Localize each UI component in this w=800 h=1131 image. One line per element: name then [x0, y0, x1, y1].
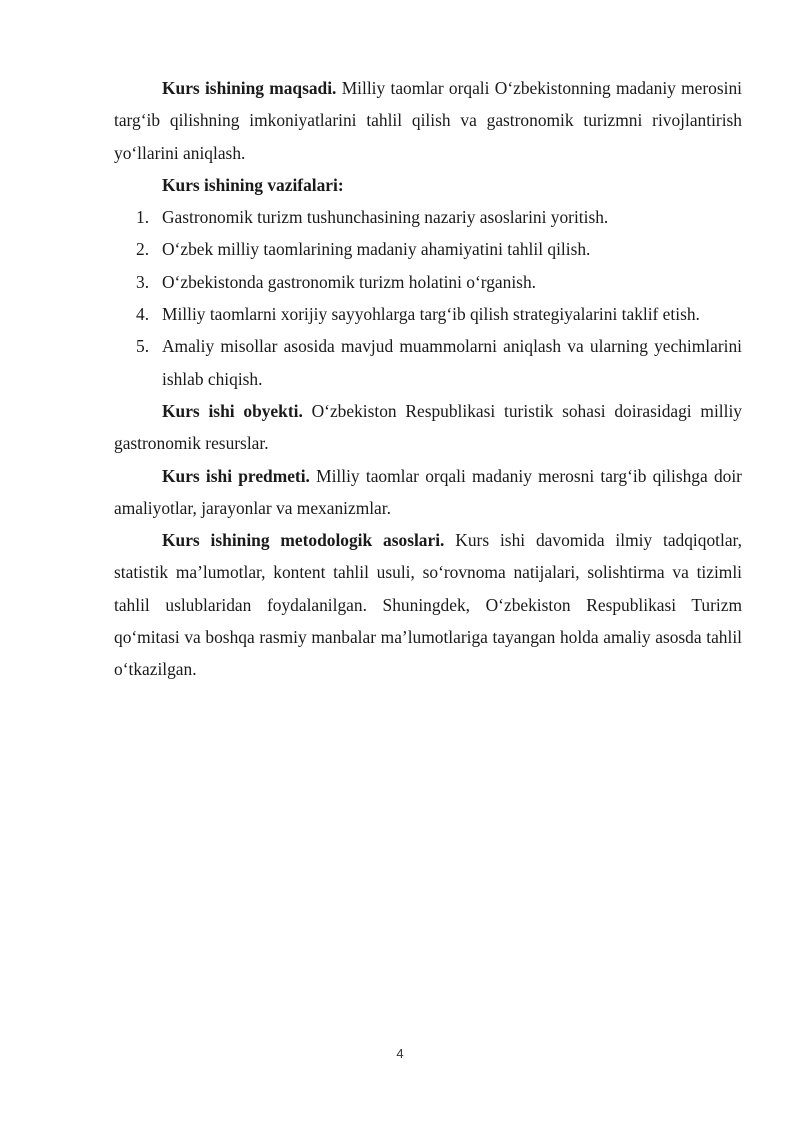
list-item-number: 4.: [136, 304, 150, 325]
object-text: O‘zbekiston Respublikasi turistik sohasi doirasidagi milliy gastronomik resurslar.: [114, 400, 742, 454]
list-item: [114, 266, 742, 298]
list-item-text: O‘zbekistonda gastronomik turizm holatini o‘rganish.: [162, 271, 536, 292]
tasks-heading: Kurs ishining vazifalari:: [162, 174, 344, 195]
methodology-label: Kurs ishining metodologik asoslari.: [162, 530, 445, 551]
list-item: [114, 330, 742, 395]
goal-text: Milliy taomlar orqali O‘zbekistonning madaniy merosini targ‘ib qilishning imkoniyatlarini tahlil qilish va gastronomik turizmni rivojlantirish yo‘llarini aniqlash.: [114, 78, 742, 163]
list-item-number: 3.: [136, 271, 150, 292]
object-label: Kurs ishi obyekti.: [162, 400, 303, 421]
goal-paragraph: [114, 72, 742, 169]
methodology-text: Kurs ishi davomida ilmiy tadqiqotlar, statistik ma’lumotlar, kontent tahlil usuli, so‘rovnoma natijalari, solishtirma va tizimli tahlil uslublaridan foydalanilgan. Shuningdek, O‘zbekiston Respublikasi Turizm qo‘mitasi va boshqa rasmiy manbalar ma’lumotlariga tayangan holda amaliy asosda tahlil o‘tkazilgan.: [114, 530, 742, 680]
list-item-text: O‘zbek milliy taomlarining madaniy ahamiyatini tahlil qilish.: [162, 239, 591, 260]
methodology-paragraph: [114, 524, 742, 685]
tasks-list: [114, 201, 742, 395]
page-content: [114, 72, 742, 686]
subject-paragraph: [114, 460, 742, 525]
list-item-number: 2.: [136, 239, 150, 260]
subject-text: Milliy taomlar orqali madaniy merosni targ‘ib qilishga doir amaliyotlar, jarayonlar va mexanizmlar.: [114, 465, 742, 518]
subject-label: Kurs ishi predmeti.: [162, 465, 310, 486]
list-item-text: Gastronomik turizm tushunchasining nazariy asoslarini yoritish.: [162, 207, 609, 228]
list-item-number: 5.: [136, 336, 150, 357]
list-item-text: Amaliy misollar asosida mavjud muammolarni aniqlash va ularning yechimlarini ishlab chiqish.: [162, 336, 742, 389]
list-item-number: 1.: [136, 207, 150, 228]
list-item: [114, 233, 742, 265]
page-number: 4: [396, 1046, 404, 1061]
goal-label: Kurs ishining maqsadi.: [162, 78, 337, 98]
list-item-text: Milliy taomlarni xorijiy sayyohlarga targ‘ib qilish strategiyalarini taklif etish.: [162, 304, 700, 325]
object-paragraph: [114, 395, 742, 460]
list-item: [114, 201, 742, 233]
list-item: [114, 298, 742, 330]
